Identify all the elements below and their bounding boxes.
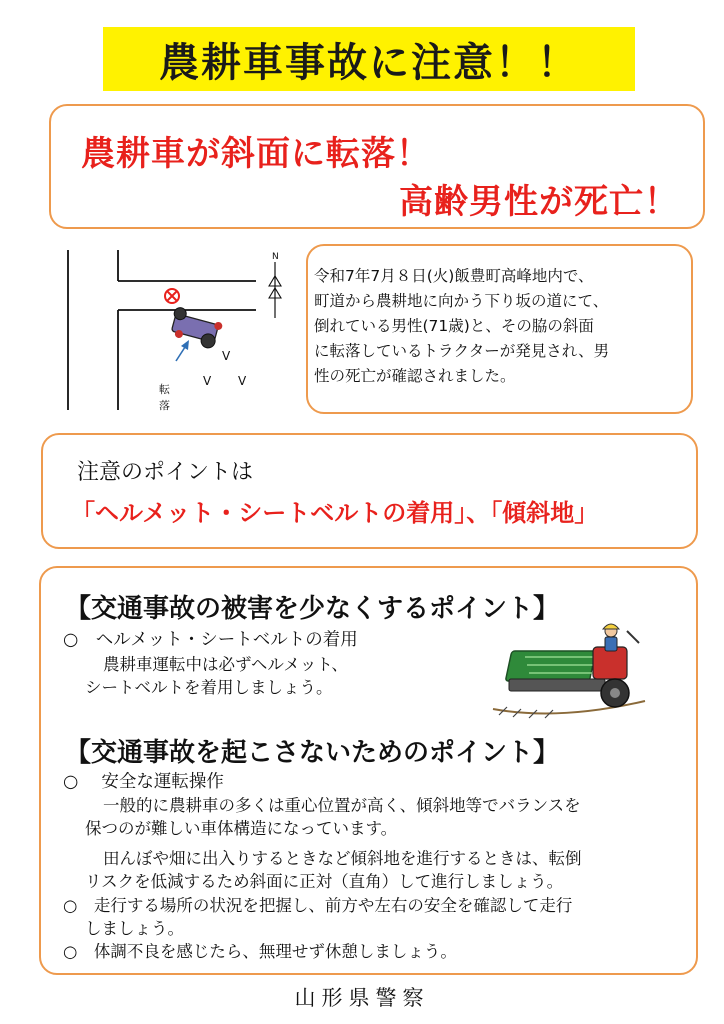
helmet-item-text: 農耕車運転中は必ずヘルメット、 bbox=[103, 655, 348, 674]
footer-issuer: 山形県警察 bbox=[294, 986, 430, 1010]
report-line: 性の死亡が確認されました。 bbox=[314, 367, 516, 385]
accident-prevention-heading: 【交通事故を起こさないためのポイント】 bbox=[65, 738, 560, 768]
incident-report-text bbox=[314, 264, 687, 389]
safety-points-box bbox=[39, 566, 698, 975]
safe-operation-text: リスクを低減するため斜面に正対（直角）して進行しましょう。 bbox=[85, 872, 564, 891]
slope-mark: V bbox=[238, 374, 247, 388]
helmet-item-title: ○ ヘルメット・シートベルトの着用 bbox=[63, 630, 358, 650]
helmet-item-text: シートベルトを着用しましょう。 bbox=[85, 678, 333, 697]
report-line: 町道から農耕地に向かう下り坂の道にて、 bbox=[314, 292, 609, 310]
accident-site-icon bbox=[165, 289, 179, 303]
report-line: 倒れている男性(71歳)と、その脇の斜面 bbox=[314, 317, 594, 335]
fall-label-1: 転 bbox=[159, 383, 170, 396]
rice-planter-illustration bbox=[489, 617, 649, 723]
safe-operation-text: 田んぼや畑に出入りするときなど傾斜地を進行するときは、転倒 bbox=[103, 849, 582, 868]
caution-point-emphasis: 「ヘルメット・シートベルトの着用」、「傾斜地」 bbox=[71, 499, 599, 527]
report-line: に転落しているトラクターが発見され、男 bbox=[314, 342, 610, 360]
fall-direction-arrow-icon bbox=[176, 340, 189, 361]
north-label: N bbox=[272, 252, 279, 262]
report-line: 令和7年7月８日(火)飯豊町高峰地内で、 bbox=[314, 267, 594, 285]
safe-operation-text: 保つのが難しい車体構造になっています。 bbox=[85, 819, 398, 838]
slope-mark: V bbox=[222, 349, 231, 363]
accident-map bbox=[50, 238, 305, 423]
safe-operation-title: ○ 安全な運転操作 bbox=[63, 772, 224, 792]
safe-operation-text: 一般的に農耕車の多くは重心位置が高く、傾斜地等でバランスを bbox=[103, 796, 581, 815]
situation-check-item: ○ 走行する場所の状況を把握し、前方や左右の安全を確認して走行 bbox=[63, 896, 573, 915]
headline-box bbox=[49, 104, 705, 229]
fall-label-2: 落 bbox=[159, 399, 170, 412]
caution-point-label: 注意のポイントは bbox=[77, 460, 254, 485]
rest-item: ○ 体調不良を感じたら、無理せず休憩しましょう。 bbox=[63, 942, 457, 961]
situation-check-item: しましょう。 bbox=[85, 919, 184, 938]
headline-line-2: 高齢男性が死亡！ bbox=[399, 182, 679, 222]
page-title: 農耕車事故に注意！！ bbox=[103, 27, 635, 91]
caution-point-box bbox=[41, 433, 698, 549]
incident-report-box bbox=[306, 244, 693, 414]
overturned-tractor-icon bbox=[168, 306, 225, 350]
slope-mark: V bbox=[203, 374, 212, 388]
damage-reduction-heading: 【交通事故の被害を少なくするポイント】 bbox=[65, 594, 560, 624]
headline-line-1: 農耕車が斜面に転落！ bbox=[81, 134, 431, 174]
north-arrow-icon bbox=[269, 252, 281, 318]
